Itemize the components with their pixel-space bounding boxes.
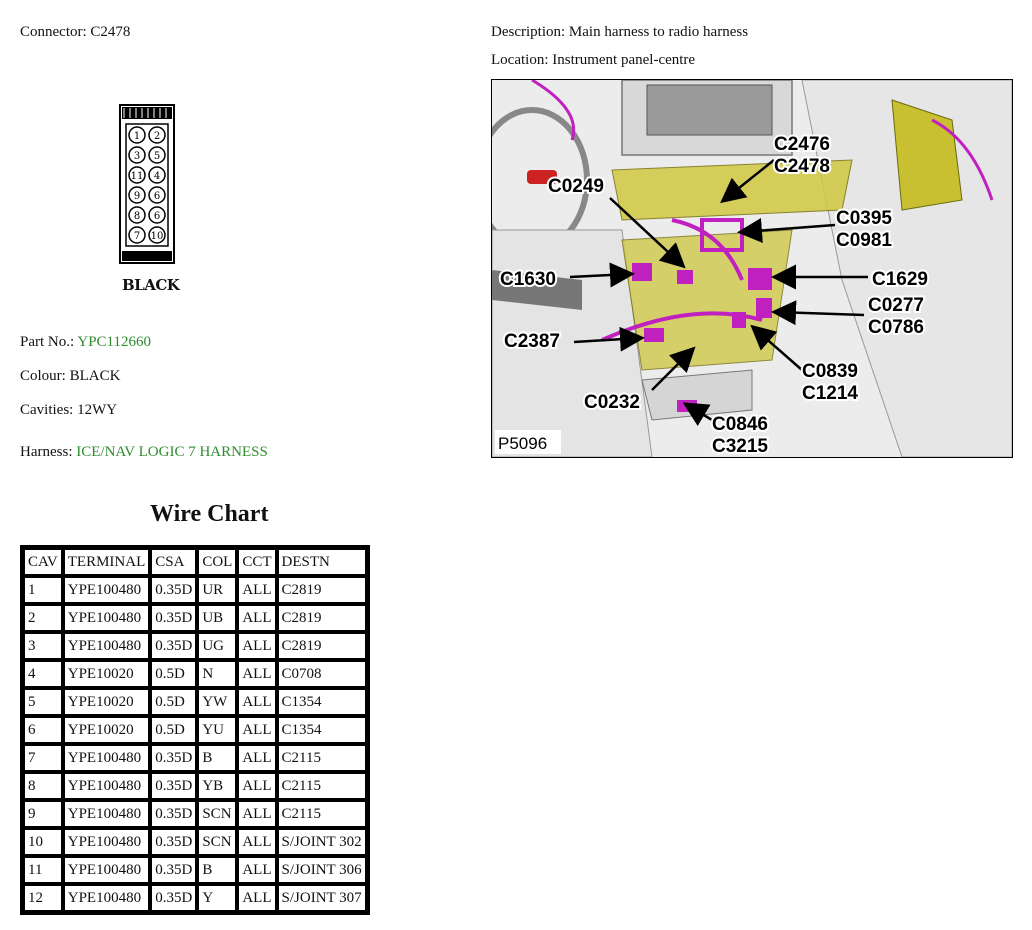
connector-pin-number: 9 (133, 191, 141, 202)
connector-label: Connector: (20, 24, 87, 40)
callout-c0395: C0395 (836, 208, 892, 229)
callout-c2476: C2476 (774, 134, 830, 155)
wire-chart-header-cell: DESTN (277, 548, 367, 576)
wire-chart-cell: 10 (23, 828, 63, 856)
wire-chart-cell: C0708 (277, 660, 367, 688)
wire-chart-cell: ALL (237, 856, 276, 884)
connector-face-svg (112, 100, 182, 300)
description-line (491, 24, 748, 41)
wire-chart-cell: YPE10020 (63, 716, 151, 744)
wire-chart-cell: 0.35D (150, 604, 197, 632)
wire-chart-cell: 0.35D (150, 800, 197, 828)
connector-pin-number: 2 (153, 131, 161, 142)
wire-chart-cell: ALL (237, 828, 276, 856)
wire-chart-body (23, 576, 367, 912)
connector-pin-number: 10 (150, 231, 164, 242)
wire-chart-cell: C1354 (277, 716, 367, 744)
wire-chart-cell: 9 (23, 800, 63, 828)
wire-chart-cell: ALL (237, 716, 276, 744)
wire-chart-cell: 6 (23, 716, 63, 744)
wire-chart-cell: YPE100480 (63, 772, 151, 800)
wire-chart-cell: UG (197, 632, 237, 660)
connector-pin-number: 3 (133, 151, 141, 162)
wire-chart-header-cell: TERMINAL (63, 548, 151, 576)
wire-chart-cell: ALL (237, 744, 276, 772)
wire-chart-cell: 0.5D (150, 716, 197, 744)
wire-chart-cell: ALL (237, 772, 276, 800)
part-no-line (20, 334, 151, 351)
wire-chart-row (23, 828, 367, 856)
location-label: Location: (491, 52, 549, 68)
wire-chart-cell: YPE10020 (63, 660, 151, 688)
connector-face-diagram (112, 100, 182, 300)
location-image (491, 79, 1013, 458)
wire-chart-cell: YPE100480 (63, 884, 151, 912)
wire-chart-cell: YPE100480 (63, 800, 151, 828)
wire-chart-cell: 8 (23, 772, 63, 800)
connector-pin-number: 4 (153, 171, 161, 182)
wire-chart-header-row (23, 548, 367, 576)
callout-c0786: C0786 (868, 317, 924, 338)
figure-id: P5096 (498, 434, 548, 453)
connector-pin-number: 11 (130, 171, 144, 182)
wire-chart-cell: 12 (23, 884, 63, 912)
wire-chart-cell: S/JOINT 307 (277, 884, 367, 912)
wire-chart-cell: 0.35D (150, 576, 197, 604)
wire-chart-row (23, 604, 367, 632)
wire-chart-cell: ALL (237, 660, 276, 688)
wire-chart-cell: 0.35D (150, 856, 197, 884)
wire-chart-cell: B (197, 856, 237, 884)
colour-value: BLACK (69, 368, 121, 384)
wire-chart-cell: YPE100480 (63, 828, 151, 856)
wire-chart-row (23, 772, 367, 800)
harness-value: ICE/NAV LOGIC 7 HARNESS (76, 444, 268, 460)
cavities-line (20, 402, 117, 419)
connector-pin-number: 6 (153, 211, 161, 222)
wire-chart-cell: C1354 (277, 688, 367, 716)
connector-pin-number: 6 (153, 191, 161, 202)
wire-chart-cell: ALL (237, 688, 276, 716)
wire-chart-cell: YPE100480 (63, 856, 151, 884)
wire-chart-cell: N (197, 660, 237, 688)
harness-label: Harness: (20, 444, 73, 460)
wire-chart-row (23, 576, 367, 604)
wire-chart-header-cell: CAV (23, 548, 63, 576)
wire-chart-cell: YW (197, 688, 237, 716)
wire-chart-header-cell: CCT (237, 548, 276, 576)
callout-c0277: C0277 (868, 295, 924, 316)
wire-chart-row (23, 800, 367, 828)
wire-chart-table (20, 545, 370, 915)
connector-pin-number: 1 (133, 131, 141, 142)
wire-chart-cell: 3 (23, 632, 63, 660)
wire-chart-cell: C2819 (277, 632, 367, 660)
wire-chart-cell: C2819 (277, 576, 367, 604)
callout-c2387: C2387 (504, 331, 560, 352)
callout-c0839: C0839 (802, 361, 858, 382)
wire-chart-row (23, 884, 367, 912)
wire-chart-cell: C2819 (277, 604, 367, 632)
callout-c3215: C3215 (712, 436, 768, 457)
callout-c1629: C1629 (872, 269, 928, 290)
wire-chart-cell: SCN (197, 828, 237, 856)
wire-chart-cell: 0.35D (150, 744, 197, 772)
wire-chart-row (23, 744, 367, 772)
wire-chart-cell: 0.35D (150, 884, 197, 912)
callout-c1630: C1630 (500, 269, 556, 290)
wire-chart-cell: YPE10020 (63, 688, 151, 716)
wire-chart-cell: C2115 (277, 772, 367, 800)
description-value: Main harness to radio harness (568, 24, 749, 40)
cavities-label: Cavities: (20, 402, 74, 418)
wire-chart-header-cell: CSA (150, 548, 197, 576)
part-no-value: YPC112660 (77, 334, 151, 350)
wire-chart-cell: 7 (23, 744, 63, 772)
callout-c1214: C1214 (802, 383, 858, 404)
colour-line (20, 368, 120, 385)
wire-chart-cell: 5 (23, 688, 63, 716)
connector-pin-number: 8 (133, 211, 141, 222)
wire-chart-cell: 0.5D (150, 688, 197, 716)
callout-c0846: C0846 (712, 414, 768, 435)
wire-chart-cell: 2 (23, 604, 63, 632)
wire-chart-row (23, 716, 367, 744)
wire-chart-cell: 0.35D (150, 632, 197, 660)
wire-chart-cell: YPE100480 (63, 604, 151, 632)
wire-chart-cell: YPE100480 (63, 744, 151, 772)
wire-chart-cell: S/JOINT 302 (277, 828, 367, 856)
description-label: Description: (491, 24, 566, 40)
wire-chart-cell: C2115 (277, 800, 367, 828)
wire-chart-cell: ALL (237, 576, 276, 604)
wire-chart-cell: ALL (237, 632, 276, 660)
wire-chart-cell: YB (197, 772, 237, 800)
wire-chart-cell: YU (197, 716, 237, 744)
connector-line (20, 24, 130, 41)
callout-c2478: C2478 (774, 156, 830, 177)
wire-chart-cell: Y (197, 884, 237, 912)
wire-chart-header-cell: COL (197, 548, 237, 576)
wire-chart-cell: UR (197, 576, 237, 604)
wire-chart-row (23, 632, 367, 660)
connector-pin-number: 5 (153, 151, 161, 162)
location-image-svg (492, 80, 1012, 457)
wire-chart-cell: ALL (237, 800, 276, 828)
wire-chart-cell: B (197, 744, 237, 772)
wire-chart-cell: C2115 (277, 744, 367, 772)
wire-chart-cell: 4 (23, 660, 63, 688)
callout-c0232: C0232 (584, 392, 640, 413)
wire-chart-cell: ALL (237, 604, 276, 632)
cavities-value: 12WY (77, 402, 118, 418)
wire-chart-cell: 0.35D (150, 772, 197, 800)
connector-pin-number: 7 (133, 231, 141, 242)
harness-line (20, 444, 268, 461)
connector-value: C2478 (90, 24, 131, 40)
wire-chart-cell: 1 (23, 576, 63, 604)
callout-c0981: C0981 (836, 230, 892, 251)
location-value: Instrument panel-centre (552, 52, 696, 68)
wire-chart-cell: 0.35D (150, 828, 197, 856)
wire-chart-row (23, 688, 367, 716)
part-no-label: Part No.: (20, 334, 75, 350)
wire-chart-cell: ALL (237, 884, 276, 912)
wire-chart-cell: SCN (197, 800, 237, 828)
wire-chart-row (23, 660, 367, 688)
wire-chart-row (23, 856, 367, 884)
wire-chart-cell: YPE100480 (63, 576, 151, 604)
wire-chart-cell: 11 (23, 856, 63, 884)
wire-chart-cell: YPE100480 (63, 632, 151, 660)
callout-c0249: C0249 (548, 176, 604, 197)
location-line (491, 52, 695, 69)
wire-chart-title: Wire Chart (150, 501, 269, 527)
colour-label: Colour: (20, 368, 66, 384)
wire-chart-cell: 0.5D (150, 660, 197, 688)
connector-color-label: BLACK (122, 276, 180, 294)
wire-chart-cell: S/JOINT 306 (277, 856, 367, 884)
wire-chart-cell: UB (197, 604, 237, 632)
